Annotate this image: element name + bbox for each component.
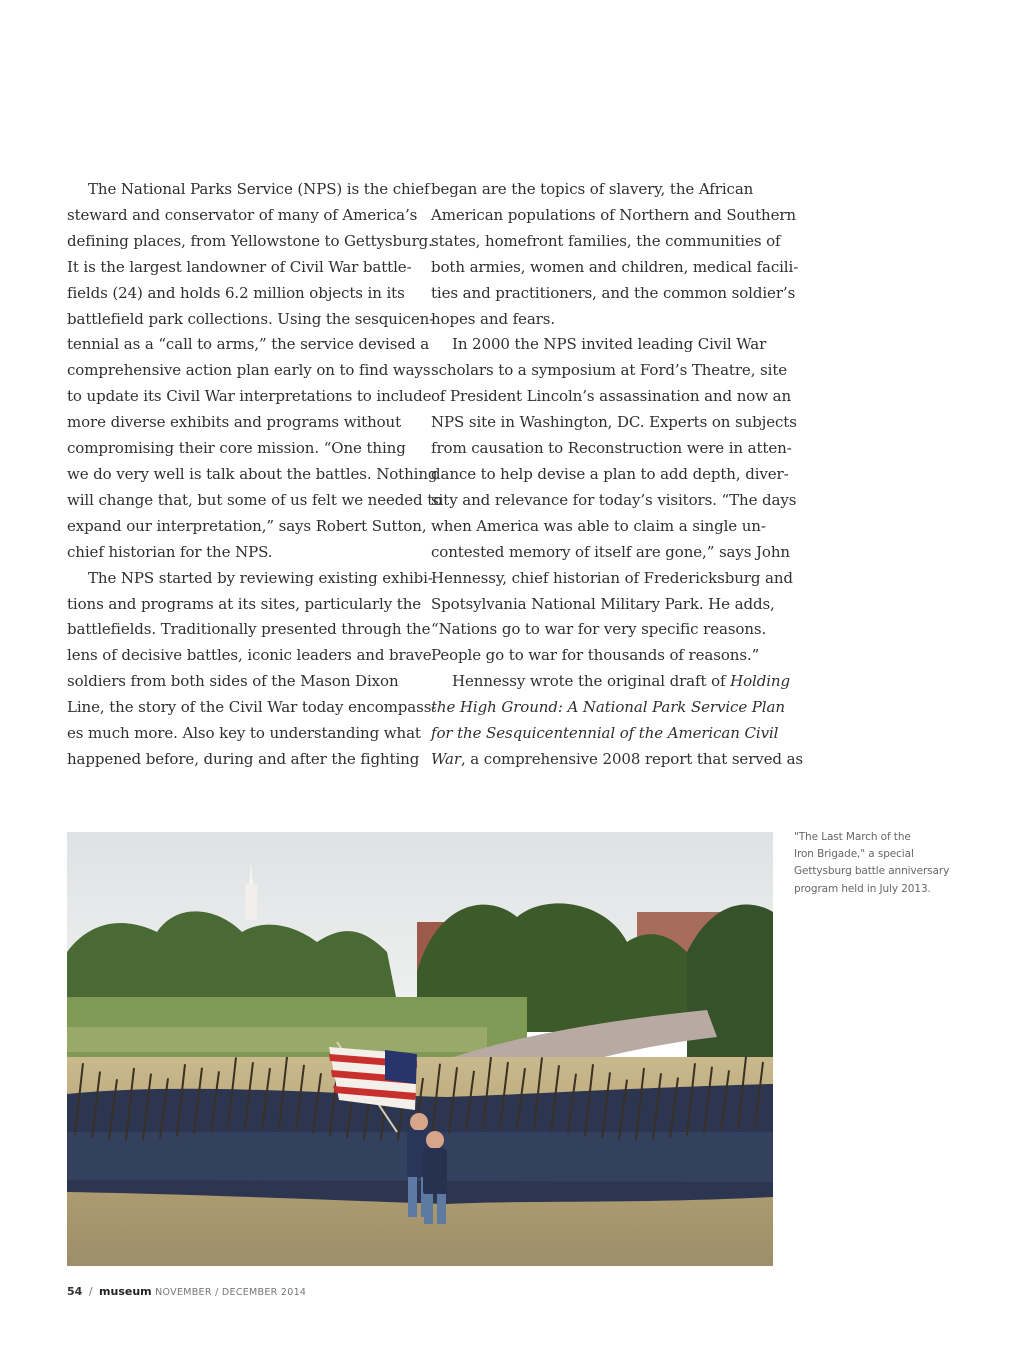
- article-line: battlefield park collections. Using the sesquicen-: [67, 309, 435, 328]
- article-line: es much more. Also key to understanding what: [67, 724, 421, 743]
- article-line: states, homefront families, the communities of: [431, 231, 781, 250]
- article-line: Hennessy wrote the original draft of Holding: [452, 672, 790, 691]
- article-line: for the Sesquicentennial of the American Civil: [431, 724, 779, 743]
- article-line: soldiers from both sides of the Mason Dixon: [67, 672, 399, 691]
- article-line: American populations of Northern and Southern: [431, 205, 796, 224]
- article-line: steward and conservator of many of America’s: [67, 205, 418, 224]
- page-number: 54: [67, 1285, 83, 1298]
- article-line: In 2000 the NPS invited leading Civil War: [452, 335, 767, 354]
- caption-line: program held in July 2013.: [794, 882, 931, 895]
- article-line: Line, the story of the Civil War today encompass-: [67, 698, 437, 717]
- article-column-left: [67, 177, 443, 773]
- article-line: ties and practitioners, and the common soldier’s: [431, 283, 796, 302]
- article-line: fields (24) and holds 6.2 million objects in its: [67, 283, 405, 302]
- article-line: tions and programs at its sites, particularly the: [67, 594, 422, 613]
- article-line: comprehensive action plan early on to find ways: [67, 361, 431, 380]
- issue-date: NOVEMBER / DECEMBER 2014: [155, 1287, 307, 1298]
- article-line: scholars to a symposium at Ford’s Theatre, site: [431, 361, 788, 380]
- article-line: we do very well is talk about the battles. Nothing: [67, 464, 438, 483]
- gettysburg-reenactment-photo: [67, 832, 773, 1266]
- article-line: happened before, during and after the fighting: [67, 749, 420, 768]
- article-line: more diverse exhibits and programs without: [67, 413, 402, 432]
- article-line: War, a comprehensive 2008 report that served as: [431, 749, 804, 768]
- article-line: “Nations go to war for very specific reasons.: [431, 620, 767, 639]
- article-line: dance to help devise a plan to add depth, diver-: [431, 464, 789, 483]
- article-line: from causation to Reconstruction were in atten-: [431, 439, 792, 458]
- article-line: It is the largest landowner of Civil War battle-: [67, 257, 412, 276]
- article-line: to update its Civil War interpretations to include: [67, 387, 432, 406]
- footer-separator: /: [88, 1285, 93, 1298]
- article-line: compromising their core mission. “One thing: [67, 439, 406, 458]
- magazine-name: museum: [99, 1285, 152, 1298]
- article-line: of President Lincoln’s assassination and now an: [431, 387, 792, 406]
- article-line: tennial as a “call to arms,” the service devised a: [67, 335, 430, 354]
- article-line: NPS site in Washington, DC. Experts on subjects: [431, 413, 797, 432]
- article-line: lens of decisive battles, iconic leaders and brave: [67, 646, 432, 665]
- article-line: hopes and fears.: [431, 309, 556, 328]
- article-line: defining places, from Yellowstone to Gettysburg.: [67, 231, 433, 250]
- caption-line: Iron Brigade," a special: [794, 848, 914, 861]
- article-line: will change that, but some of us felt we needed to: [67, 490, 443, 509]
- article-line: contested memory of itself are gone,” says John: [431, 542, 790, 561]
- article-line: The National Parks Service (NPS) is the chief: [88, 180, 430, 198]
- page-footer: [67, 1285, 306, 1298]
- article-line: People go to war for thousands of reasons.”: [431, 646, 760, 665]
- article-line: when America was able to claim a single un-: [431, 516, 766, 535]
- article-line: the High Ground: A National Park Service Plan: [431, 698, 785, 717]
- article-line: began are the topics of slavery, the African: [431, 180, 754, 198]
- article-line: both armies, women and children, medical facili-: [431, 257, 799, 276]
- article-line: sity and relevance for today’s visitors. “The days: [431, 490, 797, 509]
- caption-line: "The Last March of the: [794, 831, 911, 843]
- article-line: battlefields. Traditionally presented through the: [67, 620, 431, 639]
- article-line: The NPS started by reviewing existing exhibi-: [88, 568, 433, 587]
- article-line: Spotsylvania National Military Park. He adds,: [431, 594, 775, 613]
- article-line: Hennessy, chief historian of Fredericksburg and: [431, 568, 793, 587]
- article-line: expand our interpretation,” says Robert Sutton,: [67, 516, 427, 535]
- article-column-right: [431, 177, 804, 773]
- article-line: chief historian for the NPS.: [67, 542, 273, 561]
- photo-caption: [794, 829, 984, 898]
- caption-line: Gettysburg battle anniversary: [794, 865, 950, 878]
